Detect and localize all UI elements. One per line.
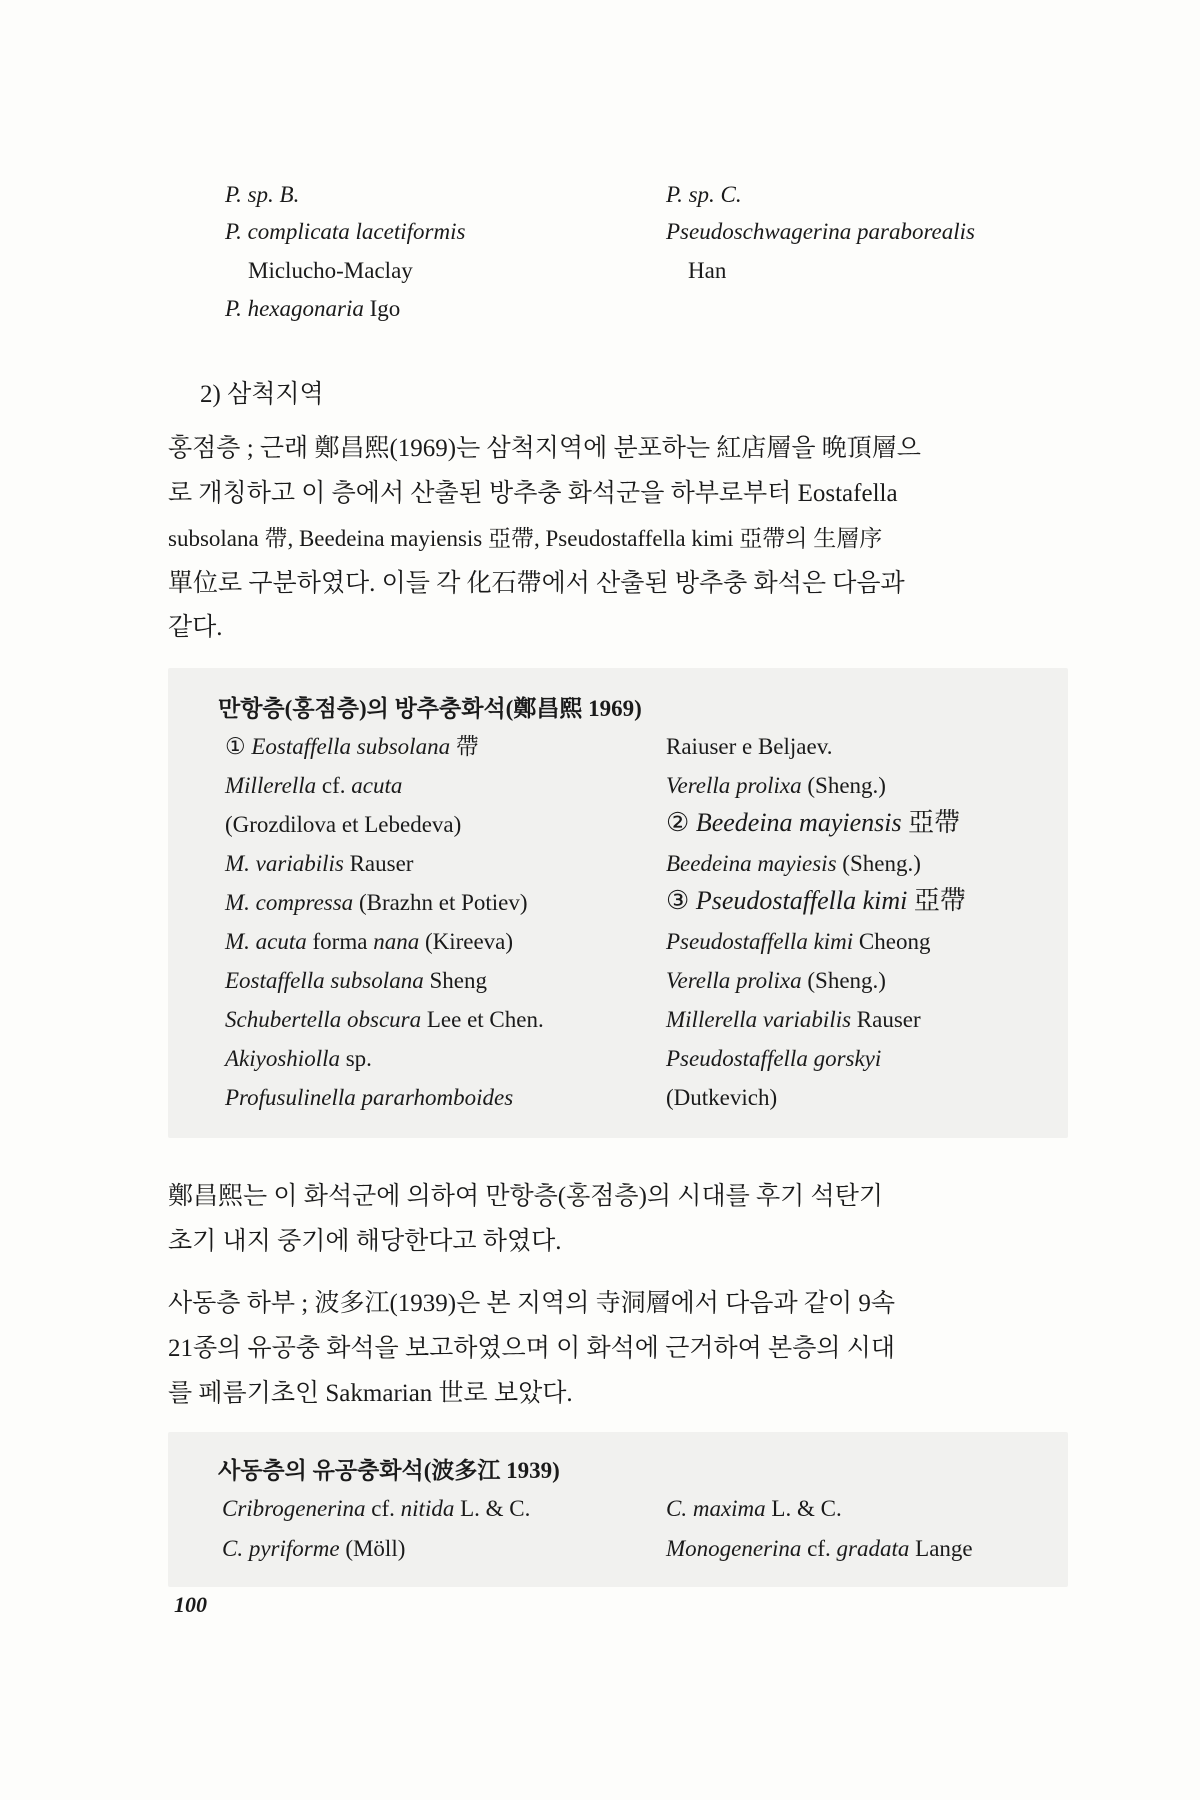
species-entry: P. complicata lacetiformis bbox=[225, 219, 466, 244]
fossil-entry: M. variabilis Rauser bbox=[225, 851, 414, 876]
fossil-entry: Pseudostaffella kimi Cheong bbox=[666, 929, 931, 954]
species-entry: P. hexagonaria Igo bbox=[225, 296, 401, 321]
paragraph-line: 單位로 구분하였다. 이들 각 化石帶에서 산출된 방추충 화석은 다음과 bbox=[168, 570, 905, 597]
fossil-entry: Schubertella obscura Lee et Chen. bbox=[225, 1007, 544, 1032]
fossil-entry: Profusulinella pararhomboides bbox=[225, 1085, 514, 1110]
species-entry: P. sp. C. bbox=[666, 182, 742, 207]
fossil-entry: M. compressa (Brazhn et Potiev) bbox=[225, 890, 528, 915]
paragraph-line: subsolana 帶, Beedeina mayiensis 亞帶, Pseudostaffella kimi 亞帶의 生層序 bbox=[168, 526, 883, 551]
paragraph-line: 홍점층 ; 근래 鄭昌熙(1969)는 삼척지역에 분포하는 紅店層을 晩頂層으 bbox=[168, 435, 921, 462]
page-number: 100 bbox=[174, 1592, 207, 1617]
fossil-entry: ② Beedeina mayiensis 亞帶 bbox=[666, 808, 961, 837]
fossil-entry: Monogenerina cf. gradata Lange bbox=[666, 1536, 973, 1561]
paragraph-line: 사동층 하부 ; 波多江(1939)은 본 지역의 寺洞層에서 다음과 같이 9속 bbox=[168, 1290, 896, 1317]
fossil-entry: ① Eostaffella subsolana 帶 bbox=[225, 734, 479, 759]
fossil-entry: Millerella cf. acuta bbox=[225, 773, 403, 798]
fossil-entry: Verella prolixa (Sheng.) bbox=[666, 773, 886, 798]
species-entry: Pseudoschwagerina paraborealis bbox=[666, 219, 975, 244]
fossil-entry: Akiyoshiolla sp. bbox=[225, 1046, 372, 1071]
box-title: 사동층의 유공충화석(波多江 1939) bbox=[218, 1458, 560, 1483]
paragraph-line: 21종의 유공충 화석을 보고하였으며 이 화석에 근거하여 본층의 시대 bbox=[168, 1335, 896, 1362]
fossil-entry: ③ Pseudostaffella kimi 亞帶 bbox=[666, 886, 966, 915]
paragraph-line: 같다. bbox=[168, 614, 223, 641]
fossil-entry: (Dutkevich) bbox=[666, 1085, 778, 1110]
paragraph-line: 鄭昌熙는 이 화석군에 의하여 만항층(홍점층)의 시대를 후기 석탄기 bbox=[168, 1183, 884, 1210]
species-author: Miclucho-Maclay bbox=[248, 258, 413, 283]
fossil-entry: M. acuta forma nana (Kireeva) bbox=[225, 929, 514, 954]
fossil-entry: Millerella variabilis Rauser bbox=[666, 1007, 921, 1032]
section-heading: 2) 삼척지역 bbox=[200, 381, 324, 408]
paragraph-line: 를 페름기초인 Sakmarian 世로 보았다. bbox=[168, 1380, 573, 1407]
fossil-entry: C. pyriforme (Möll) bbox=[222, 1536, 406, 1561]
species-author: Han bbox=[688, 258, 727, 283]
box-title: 만항층(홍점층)의 방추충화석(鄭昌熙 1969) bbox=[218, 696, 642, 721]
fossil-entry: Pseudostaffella gorskyi bbox=[666, 1046, 882, 1071]
fossil-entry: Beedeina mayiesis (Sheng.) bbox=[666, 851, 921, 876]
fossil-entry: Eostaffella subsolana Sheng bbox=[225, 968, 487, 993]
fossil-entry: Raiuser e Beljaev. bbox=[666, 734, 833, 759]
fossil-entry: (Grozdilova et Lebedeva) bbox=[225, 812, 462, 837]
species-entry: P. sp. B. bbox=[225, 182, 300, 207]
paragraph-line: 초기 내지 중기에 해당한다고 하였다. bbox=[168, 1228, 562, 1255]
paragraph-line: 로 개칭하고 이 층에서 산출된 방추충 화석군을 하부로부터 Eostafella bbox=[168, 480, 898, 507]
fossil-entry: Cribrogenerina cf. nitida L. & C. bbox=[222, 1496, 531, 1521]
fossil-entry: Verella prolixa (Sheng.) bbox=[666, 968, 886, 993]
fossil-entry: C. maxima L. & C. bbox=[666, 1496, 842, 1521]
